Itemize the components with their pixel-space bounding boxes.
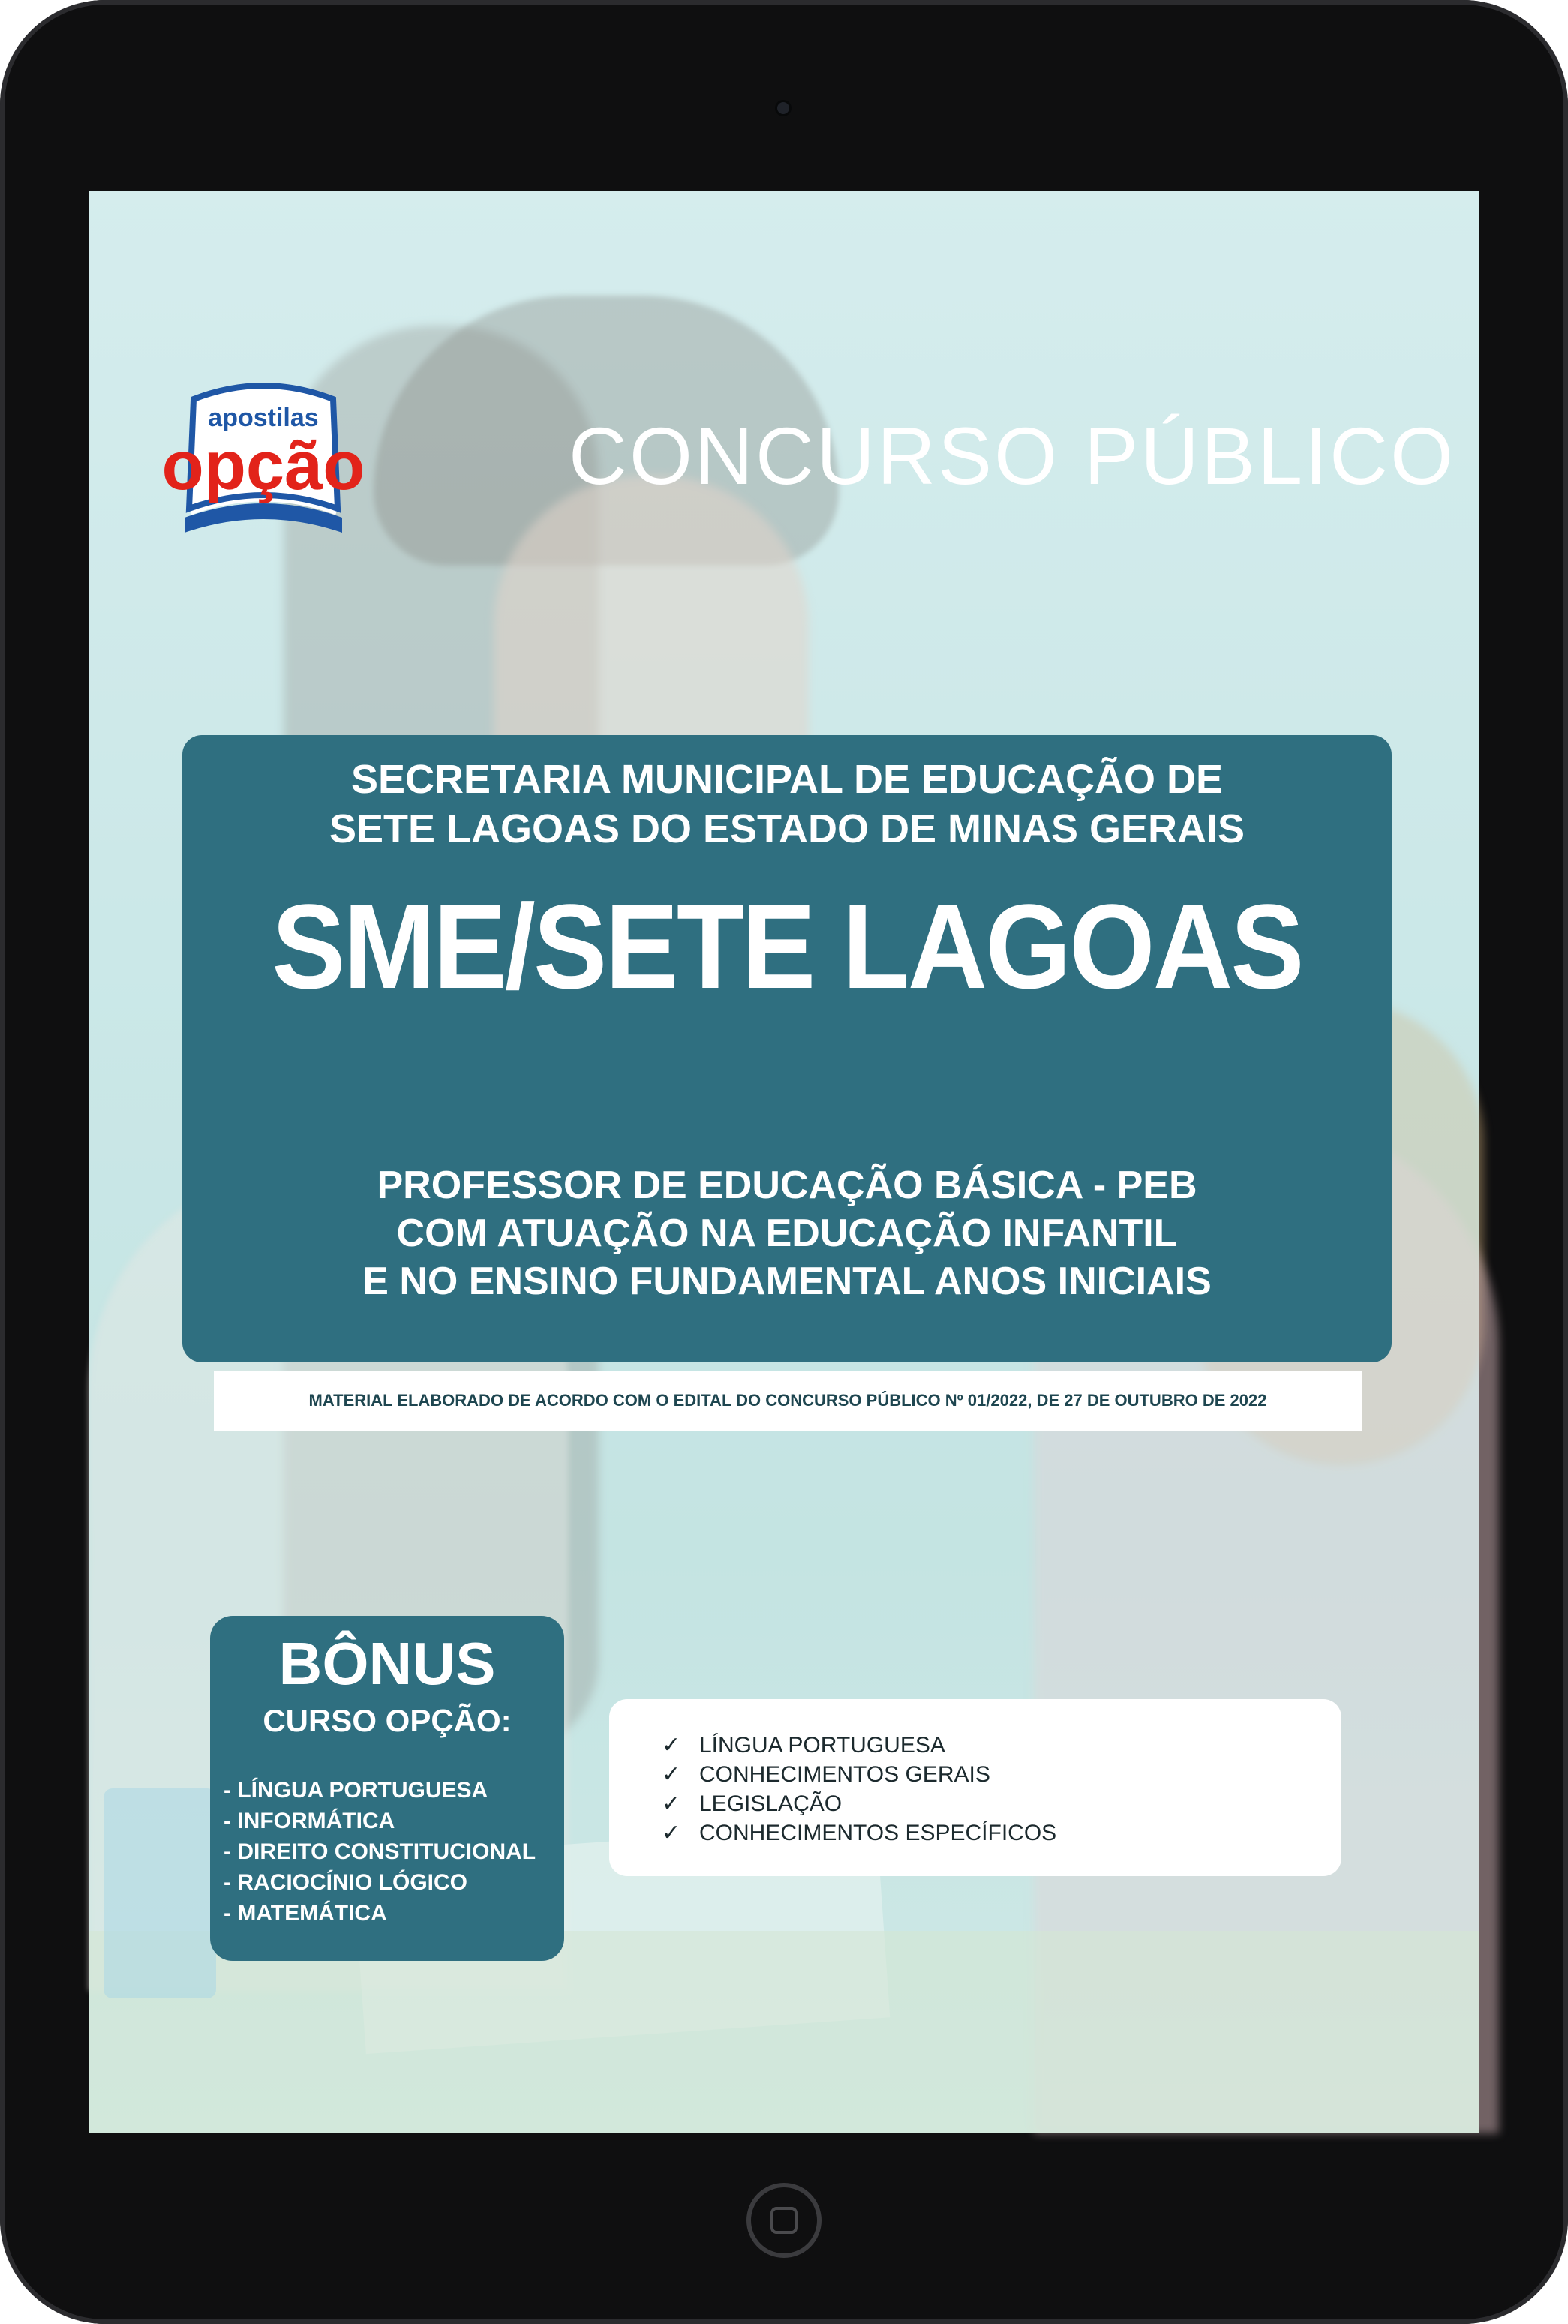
subject-item	[662, 1760, 1056, 1789]
subject-item	[662, 1789, 1056, 1818]
subjects-box	[609, 1699, 1341, 1876]
logo-brand-text: opção	[161, 428, 365, 504]
position-line-2: COM ATUAÇÃO NA EDUCAÇÃO INFANTIL	[396, 1212, 1178, 1255]
subject-label: CONHECIMENTOS GERAIS	[699, 1762, 990, 1787]
cover-screen	[89, 191, 1479, 2133]
edital-text: MATERIAL ELABORADO DE ACORDO COM O EDITAL DO CONCURSO PÚBLICO Nº 01/2022, DE 27 DE OUTUBRO DE 2022	[308, 1391, 1267, 1410]
check-icon: ✓	[662, 1821, 681, 1845]
subject-item	[662, 1818, 1056, 1848]
bonus-title: BÔNUS	[278, 1630, 496, 1697]
brand-logo	[161, 377, 365, 542]
check-icon: ✓	[662, 1762, 681, 1787]
home-button-icon[interactable]	[746, 2183, 822, 2258]
page-title: CONCURSO PÚBLICO	[569, 410, 1456, 501]
position-line-1: PROFESSOR DE EDUCAÇÃO BÁSICA - PEB	[377, 1164, 1197, 1207]
subjects-list	[662, 1731, 1056, 1848]
org-line-1: SECRETARIA MUNICIPAL DE EDUCAÇÃO DE	[350, 757, 1224, 802]
subject-item	[662, 1731, 1056, 1760]
info-panel	[182, 735, 1392, 1362]
bonus-item: - LÍNGUA PORTUGUESA	[224, 1778, 488, 1803]
bonus-item: - DIREITO CONSTITUCIONAL	[224, 1839, 536, 1864]
logo-top-text: apostilas	[208, 404, 319, 432]
bonus-item: - INFORMÁTICA	[224, 1809, 395, 1833]
subject-label: LEGISLAÇÃO	[699, 1791, 843, 1816]
bonus-list	[224, 1775, 536, 1929]
bonus-subtitle: CURSO OPÇÃO:	[263, 1703, 512, 1738]
main-title: SME/SETE LAGOAS	[272, 879, 1302, 1013]
camera-icon	[777, 102, 789, 114]
org-line-2: SETE LAGOAS DO ESTADO DE MINAS GERAIS	[329, 806, 1245, 851]
bonus-box	[210, 1616, 564, 1961]
check-icon: ✓	[662, 1791, 681, 1816]
position-line-3: E NO ENSINO FUNDAMENTAL ANOS INICIAIS	[362, 1260, 1212, 1303]
check-icon: ✓	[662, 1733, 681, 1758]
edital-banner	[214, 1371, 1362, 1431]
subject-label: CONHECIMENTOS ESPECÍFICOS	[699, 1821, 1057, 1845]
bonus-item: - MATEMÁTICA	[224, 1901, 387, 1926]
subject-label: LÍNGUA PORTUGUESA	[699, 1733, 945, 1758]
bonus-item: - RACIOCÍNIO LÓGICO	[224, 1870, 467, 1895]
